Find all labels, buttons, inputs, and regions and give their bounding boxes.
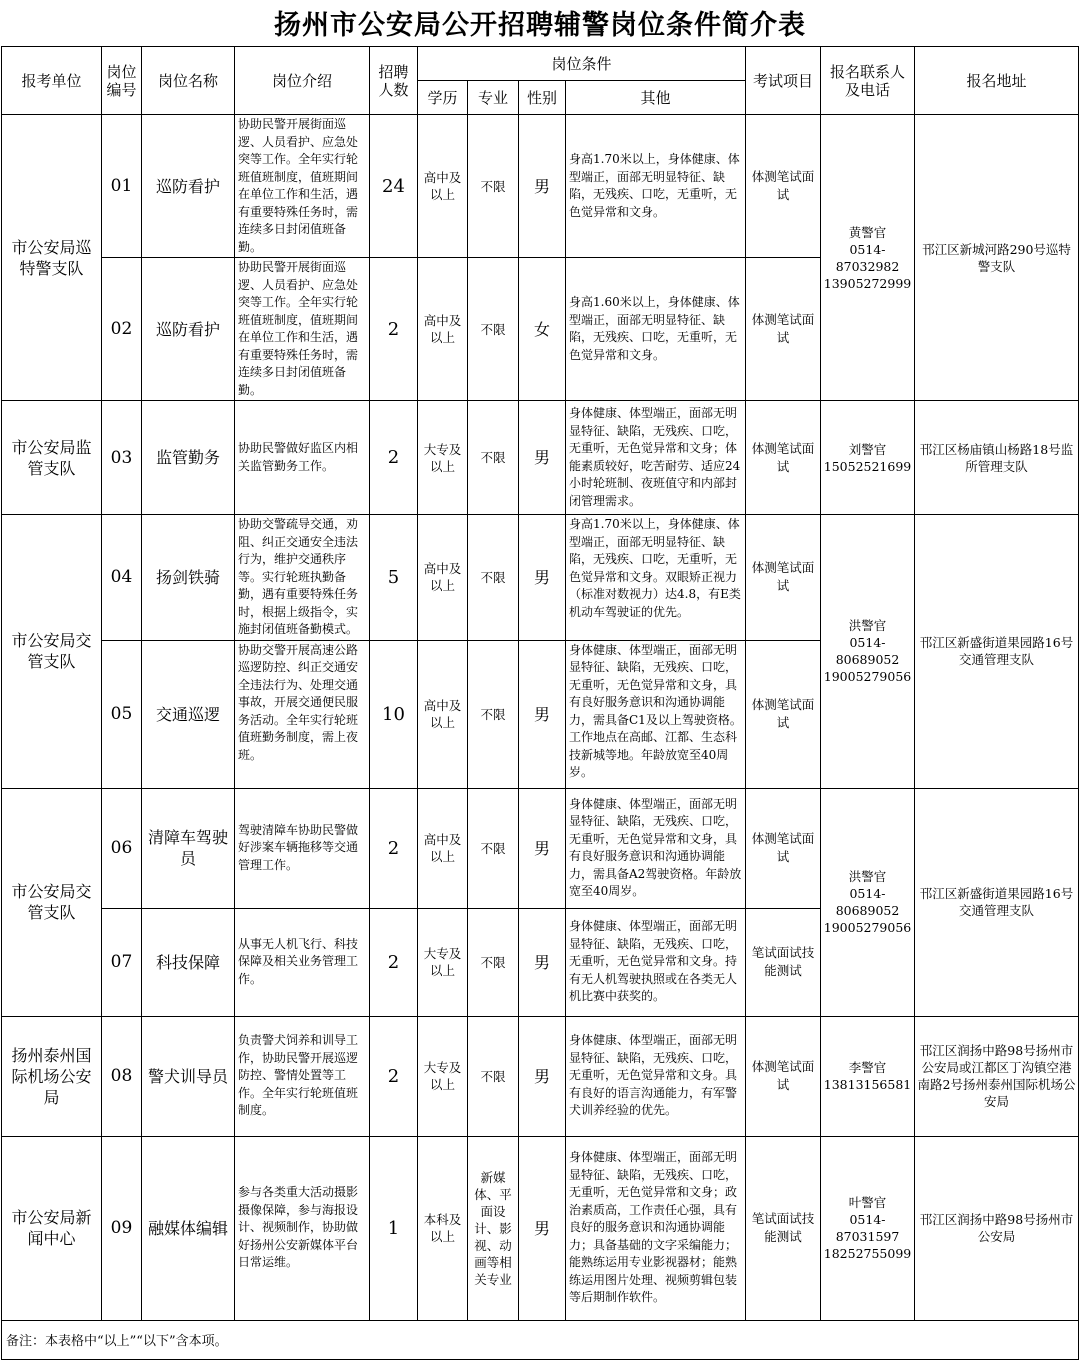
intro-cell: 从事无人机飞行、科技保障及相关业务管理工作。 [235, 908, 370, 1016]
contact-phone: 13813156581 [823, 1077, 912, 1092]
header-exam: 考试项目 [746, 47, 821, 115]
header-education: 学历 [418, 81, 468, 115]
other-cell: 身高1.70米以上，身体健康、体型端正，面部无明显特征、缺陷，无残疾、口吃，无重听，无色觉异常和文身。双眼矫正视力（标准对数视力）达4.8，有E类机动车驾驶证的优先。 [566, 515, 746, 641]
intro-cell: 协助交警疏导交通，劝阻、纠正交通安全违法行为，维护交通秩序等。实行轮班执勤备勤，遇有重要特殊任务时，根据上级指令，实施封闭值班备勤模式。 [235, 515, 370, 641]
other-cell: 身体健康、体型端正，面部无明显特征、缺陷，无残疾、口吃，无重听，无色觉异常和文身，具有良好服务意识和沟通协调能力，需具备C1及以上驾驶资格。工作地点在高邮、江都、生态科技新城等地。年龄放宽至40周岁。 [566, 640, 746, 788]
contact-cell [821, 1136, 915, 1320]
code-cell: 08 [102, 1016, 142, 1136]
education-cell: 高中及以上 [418, 788, 468, 908]
exam-cell: 体测笔试面试 [746, 1016, 821, 1136]
footnote: 备注：本表格中“以上”“以下”含本项。 [2, 1320, 1079, 1359]
education-cell: 本科及以上 [418, 1136, 468, 1320]
intro-cell: 协助民警做好监区内相关监管勤务工作。 [235, 401, 370, 515]
education-cell: 高中及以上 [418, 115, 468, 258]
table-row [2, 1016, 1079, 1136]
contact-phone: 19005279056 [823, 669, 912, 685]
unit-cell: 市公安局交管支队 [2, 788, 102, 1016]
code-cell: 04 [102, 515, 142, 641]
other-cell: 身体健康、体型端正，面部无明显特征、缺陷，无残疾、口吃，无重听，无色觉异常和文身。持有无人机驾驶执照或在各类无人机比赛中获奖的。 [566, 908, 746, 1016]
header-name: 岗位名称 [142, 47, 235, 115]
gender-cell: 男 [519, 1136, 566, 1320]
major-cell: 不限 [468, 401, 519, 515]
count-cell: 24 [370, 115, 418, 258]
other-cell: 身高1.70米以上，身体健康、体型端正，面部无明显特征、缺陷，无残疾、口吃，无重听，无色觉异常和文身。 [566, 115, 746, 258]
major-cell: 不限 [468, 908, 519, 1016]
unit-cell: 市公安局监管支队 [2, 401, 102, 515]
address-cell: 邗江区润扬中路98号扬州市公安局或江都区丁沟镇空港南路2号扬州泰州国际机场公安局 [915, 1016, 1079, 1136]
other-cell: 身高1.60米以上，身体健康、体型端正，面部无明显特征、缺陷，无残疾、口吃，无重听，无色觉异常和文身。 [566, 258, 746, 401]
gender-cell: 男 [519, 908, 566, 1016]
major-cell: 不限 [468, 115, 519, 258]
count-cell: 5 [370, 515, 418, 641]
count-cell: 2 [370, 788, 418, 908]
education-cell: 大专及以上 [418, 1016, 468, 1136]
contact-name: 叶警官 [848, 1195, 887, 1210]
table-row [2, 1136, 1079, 1320]
gender-cell: 男 [519, 515, 566, 641]
code-cell: 07 [102, 908, 142, 1016]
exam-cell: 体测笔试面试 [746, 258, 821, 401]
count-cell: 10 [370, 640, 418, 788]
header-major: 专业 [468, 81, 519, 115]
code-cell: 02 [102, 258, 142, 401]
education-cell: 大专及以上 [418, 401, 468, 515]
code-cell: 05 [102, 640, 142, 788]
other-cell: 身体健康、体型端正，面部无明显特征、缺陷，无残疾、口吃，无重听，无色觉异常和文身。具有良好的语言沟通能力，有军警犬训养经验的优先。 [566, 1016, 746, 1136]
major-cell: 新媒体、平面设计、影视、动画等相关专业 [468, 1136, 519, 1320]
exam-cell: 笔试面试技能测试 [746, 1136, 821, 1320]
recruitment-table [1, 46, 1079, 1360]
count-cell: 1 [370, 1136, 418, 1320]
unit-cell: 市公安局交管支队 [2, 515, 102, 789]
exam-cell: 体测笔试面试 [746, 401, 821, 515]
gender-cell: 男 [519, 401, 566, 515]
code-cell: 09 [102, 1136, 142, 1320]
intro-cell: 协助民警开展街面巡逻、人员看护、应急处突等工作。全年实行轮班值班制度，值班期间在单位工作和生活，遇有重要特殊任务时，需连续多日封闭值班备勤。 [235, 115, 370, 258]
unit-cell: 扬州泰州国际机场公安局 [2, 1016, 102, 1136]
contact-phone: 13905272999 [823, 275, 912, 291]
contact-name: 黄警官 [848, 224, 887, 240]
gender-cell: 女 [519, 258, 566, 401]
table-row [2, 115, 1079, 258]
intro-cell: 驾驶清障车协助民警做好涉案车辆拖移等交通管理工作。 [235, 788, 370, 908]
contact-name: 李警官 [848, 1060, 887, 1075]
header-intro: 岗位介绍 [235, 47, 370, 115]
header-conditions: 岗位条件 [418, 47, 746, 81]
other-cell: 身体健康、体型端正，面部无明显特征、缺陷，无残疾、口吃，无重听，无色觉异常和文身，具有良好服务意识和沟通协调能力，需具备A2驾驶资格。年龄放宽至40周岁。 [566, 788, 746, 908]
contact-phone: 0514-80689052 [835, 635, 900, 668]
header-count: 招聘人数 [370, 47, 418, 115]
contact-cell [821, 401, 915, 515]
name-cell: 扬剑铁骑 [142, 515, 235, 641]
unit-cell: 市公安局巡特警支队 [2, 115, 102, 401]
intro-cell: 协助交警开展高速公路巡逻防控、纠正交通安全违法行为、处理交通事故，开展交通便民服务活动。全年实行轮班值班勤务制度，需上夜班。 [235, 640, 370, 788]
header-contact: 报名联系人及电话 [821, 47, 915, 115]
exam-cell: 体测笔试面试 [746, 788, 821, 908]
intro-cell: 参与各类重大活动摄影摄像保障，参与海报设计、视频制作，协助做好扬州公安新媒体平台日常运维。 [235, 1136, 370, 1320]
contact-phone: 18252755099 [823, 1246, 912, 1261]
header-gender: 性别 [519, 81, 566, 115]
count-cell: 2 [370, 258, 418, 401]
name-cell: 巡防看护 [142, 258, 235, 401]
address-cell: 邗江区润扬中路98号扬州市公安局 [915, 1136, 1079, 1320]
education-cell: 高中及以上 [418, 515, 468, 641]
table-row [2, 515, 1079, 641]
contact-phone: 0514-80689052 [835, 886, 900, 918]
name-cell: 科技保障 [142, 908, 235, 1016]
note-row [2, 1320, 1079, 1359]
unit-cell: 市公安局新闻中心 [2, 1136, 102, 1320]
header-code: 岗位编号 [102, 47, 142, 115]
major-cell: 不限 [468, 640, 519, 788]
education-cell: 高中及以上 [418, 258, 468, 401]
name-cell: 监管勤务 [142, 401, 235, 515]
name-cell: 巡防看护 [142, 115, 235, 258]
contact-phone: 19005279056 [823, 920, 912, 935]
intro-cell: 负责警犬饲养和训导工作，协助民警开展巡逻防控、警情处置等工作。全年实行轮班值班制度。 [235, 1016, 370, 1136]
name-cell: 清障车驾驶员 [142, 788, 235, 908]
code-cell: 06 [102, 788, 142, 908]
intro-cell: 协助民警开展街面巡逻、人员看护、应急处突等工作。全年实行轮班值班制度，值班期间在单位工作和生活，遇有重要特殊任务时，需连续多日封闭值班备勤。 [235, 258, 370, 401]
code-cell: 03 [102, 401, 142, 515]
name-cell: 警犬训导员 [142, 1016, 235, 1136]
exam-cell: 体测笔试面试 [746, 515, 821, 641]
contact-cell [821, 788, 915, 1016]
exam-cell: 笔试面试技能测试 [746, 908, 821, 1016]
header-address: 报名地址 [915, 47, 1079, 115]
major-cell: 不限 [468, 515, 519, 641]
address-cell: 邗江区新盛街道果园路16号交通管理支队 [915, 515, 1079, 789]
exam-cell: 体测笔试面试 [746, 115, 821, 258]
header-other: 其他 [566, 81, 746, 115]
gender-cell: 男 [519, 115, 566, 258]
other-cell: 身体健康、体型端正，面部无明显特征、缺陷，无残疾、口吃，无重听，无色觉异常和文身；政治素质高，工作责任心强，具有良好的服务意识和沟通协调能力；具备基础的文字采编能力；能熟练运用专业影视器材；能熟练运用图片处理、视频剪辑包装等后期制作软件。 [566, 1136, 746, 1320]
code-cell: 01 [102, 115, 142, 258]
contact-name: 洪警官 [848, 618, 887, 634]
contact-cell [821, 515, 915, 789]
count-cell: 2 [370, 401, 418, 515]
education-cell: 高中及以上 [418, 640, 468, 788]
contact-name: 刘警官 [848, 441, 887, 457]
address-cell: 邗江区杨庙镇山杨路18号监所管理支队 [915, 401, 1079, 515]
page-title: 扬州市公安局公开招聘辅警岗位条件简介表 [274, 10, 806, 41]
gender-cell: 男 [519, 788, 566, 908]
contact-cell [821, 1016, 915, 1136]
major-cell: 不限 [468, 788, 519, 908]
exam-cell: 体测笔试面试 [746, 640, 821, 788]
address-cell: 邗江区新城河路290号巡特警支队 [915, 115, 1079, 401]
count-cell: 2 [370, 1016, 418, 1136]
other-cell: 身体健康、体型端正，面部无明显特征、缺陷，无残疾、口吃，无重听，无色觉异常和文身；体能素质较好，吃苦耐劳、适应24小时轮班制、夜班值守和内部封闭管理需求。 [566, 401, 746, 515]
contact-name: 洪警官 [848, 869, 887, 884]
contact-phone: 0514-87031597 [835, 1212, 900, 1244]
table-row [2, 401, 1079, 515]
name-cell: 交通巡逻 [142, 640, 235, 788]
gender-cell: 男 [519, 1016, 566, 1136]
gender-cell: 男 [519, 640, 566, 788]
count-cell: 2 [370, 908, 418, 1016]
table-row [2, 788, 1079, 908]
major-cell: 不限 [468, 1016, 519, 1136]
education-cell: 大专及以上 [418, 908, 468, 1016]
address-cell: 邗江区新盛街道果园路16号交通管理支队 [915, 788, 1079, 1016]
contact-cell [821, 115, 915, 401]
header-unit: 报考单位 [2, 47, 102, 115]
name-cell: 融媒体编辑 [142, 1136, 235, 1320]
major-cell: 不限 [468, 258, 519, 401]
contact-phone: 0514-87032982 [835, 241, 900, 274]
contact-phone: 15052521699 [823, 458, 912, 474]
